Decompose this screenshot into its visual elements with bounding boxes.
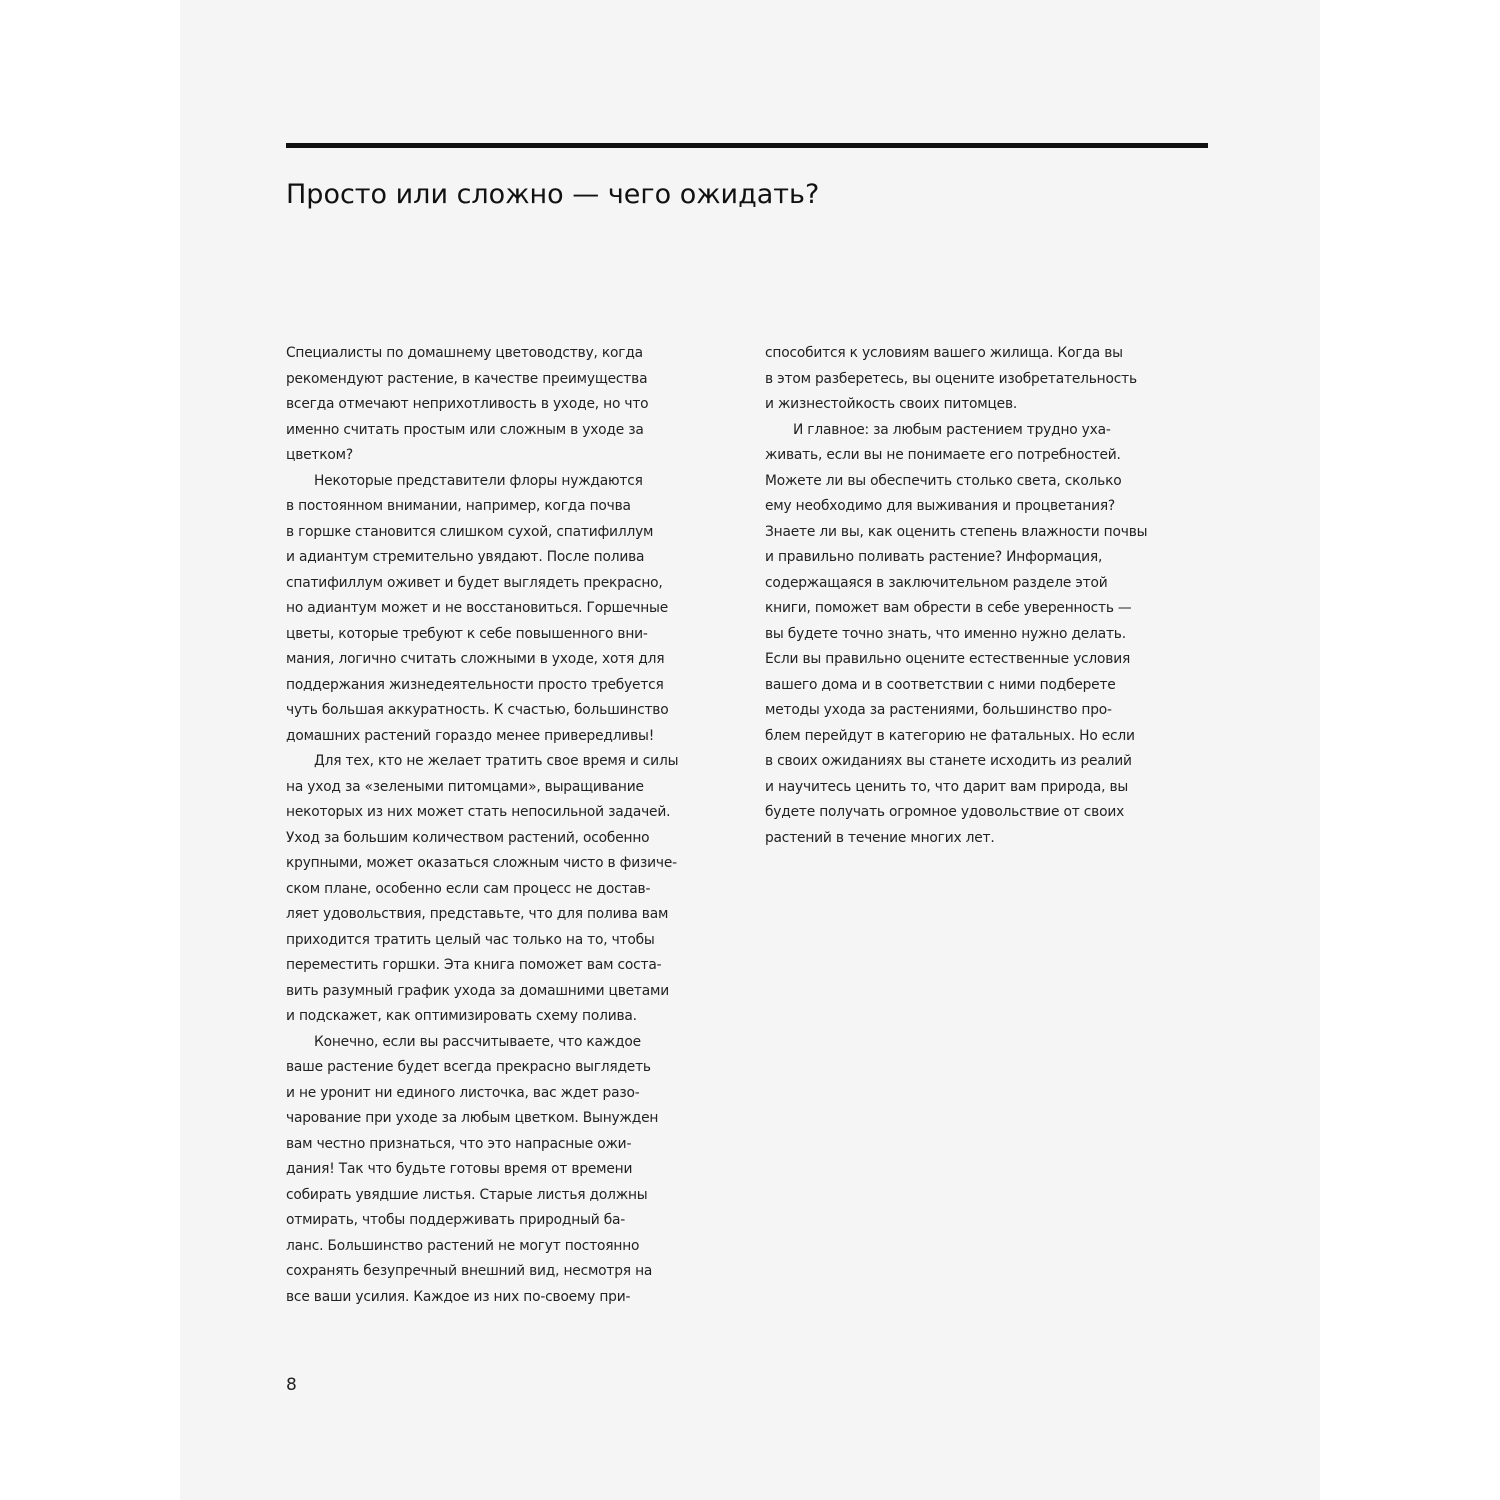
left-column-line: цветы, которые требуют к себе повышенного вни- bbox=[286, 625, 648, 642]
left-text-column bbox=[286, 341, 746, 1310]
left-column-line: вам честно признаться, что это напрасные ожи- bbox=[286, 1135, 632, 1152]
left-column-line: домашних растений гораздо менее привередливы! bbox=[286, 727, 655, 744]
right-column-line: и жизнестойкость своих питомцев. bbox=[765, 396, 1018, 412]
left-column-line: и подскажет, как оптимизировать схему полива. bbox=[286, 1008, 637, 1024]
right-column-line: и научитесь ценить то, что дарит вам природа, вы bbox=[765, 778, 1129, 795]
right-column-line: Можете ли вы обеспечить столько света, сколько bbox=[765, 472, 1122, 489]
left-column-line: чарование при уходе за любым цветком. Вынужден bbox=[286, 1110, 659, 1126]
right-column-line: Знаете ли вы, как оценить степень влажности почвы bbox=[765, 523, 1148, 540]
left-column-line: в постоянном внимании, например, когда почва bbox=[286, 498, 631, 514]
left-column-line: Специалисты по домашнему цветоводству, когда bbox=[286, 345, 643, 361]
left-column-line: и не уронит ни единого листочка, вас ждет разо- bbox=[286, 1084, 640, 1101]
left-column-line: некоторых из них может стать непосильной задачей. bbox=[286, 804, 671, 820]
right-column-line: вы будете точно знать, что именно нужно делать. bbox=[765, 625, 1126, 642]
left-column-line: поддержания жизнедеятельности просто требуется bbox=[286, 676, 664, 693]
right-column-line: И главное: за любым растением трудно уха- bbox=[793, 421, 1111, 438]
left-column-line: все ваши усилия. Каждое из них по-своему при- bbox=[286, 1288, 631, 1305]
right-column-line: и правильно поливать растение? Информация, bbox=[765, 549, 1103, 565]
left-column-line: всегда отмечают неприхотливость в уходе, но что bbox=[286, 396, 649, 412]
left-column-line: ваше растение будет всегда прекрасно выглядеть bbox=[286, 1059, 651, 1075]
left-column-line: вить разумный график ухода за домашними цветами bbox=[286, 982, 670, 999]
left-column-line: на уход за «зелеными питомцами», выращивание bbox=[286, 778, 644, 795]
right-column-line: содержащаяся в заключительном разделе этой bbox=[765, 574, 1108, 591]
right-column-line: способится к условиям вашего жилища. Когда вы bbox=[765, 345, 1123, 361]
right-column-line: Если вы правильно оцените естественные условия bbox=[765, 651, 1131, 667]
right-column-line: ему необходимо для выживания и процветания? bbox=[765, 498, 1116, 514]
left-column-line: крупными, может оказаться сложным чисто в физиче- bbox=[286, 855, 677, 871]
left-column-line: Для тех, кто не желает тратить свое время и силы bbox=[314, 753, 679, 769]
left-column-line: именно считать простым или сложным в уходе за bbox=[286, 421, 644, 438]
left-column-line: приходится тратить целый час только на то, чтобы bbox=[286, 931, 655, 948]
heading-rule bbox=[286, 143, 1208, 148]
left-column-line: чуть большая аккуратность. К счастью, большинство bbox=[286, 702, 669, 718]
left-column-line: отмирать, чтобы поддерживать природный ба- bbox=[286, 1212, 626, 1228]
page-number: 8 bbox=[286, 1375, 297, 1395]
right-column-line: в своих ожиданиях вы станете исходить из реалий bbox=[765, 753, 1132, 769]
left-column-line: в горшке становится слишком сухой, спатифиллум bbox=[286, 523, 654, 540]
left-column-line: ланс. Большинство растений не могут постоянно bbox=[286, 1237, 640, 1254]
left-column-line: цветком? bbox=[286, 447, 353, 463]
right-column-line: будете получать огромное удовольствие от своих bbox=[765, 804, 1125, 820]
left-column-line: Конечно, если вы рассчитываете, что каждое bbox=[314, 1033, 641, 1050]
left-column-line: Уход за большим количеством растений, особенно bbox=[286, 829, 650, 846]
page-title: Просто или сложно — чего ожидать? bbox=[286, 179, 820, 210]
right-column-line: в этом разберетесь, вы оцените изобретательность bbox=[765, 370, 1137, 387]
right-column-line: книги, поможет вам обрести в себе уверенность — bbox=[765, 600, 1132, 616]
left-column-line: спатифиллум оживет и будет выглядеть прекрасно, bbox=[286, 574, 663, 591]
right-column-line: методы ухода за растениями, большинство про- bbox=[765, 702, 1112, 718]
left-column-line: но адиантум может и не восстановиться. Горшечные bbox=[286, 600, 669, 616]
right-column-line: вашего дома и в соответствии с ними подберете bbox=[765, 676, 1116, 693]
left-column-line: сохранять безупречный внешний вид, несмотря на bbox=[286, 1263, 653, 1279]
left-column-line: собирать увядшие листья. Старые листья должны bbox=[286, 1186, 648, 1203]
left-column-line: ском плане, особенно если сам процесс не достав- bbox=[286, 880, 651, 897]
book-page bbox=[180, 0, 1320, 1500]
left-column-line: дания! Так что будьте готовы время от времени bbox=[286, 1161, 633, 1177]
right-column-line: живать, если вы не понимаете его потребностей. bbox=[765, 447, 1121, 463]
right-text-column bbox=[765, 341, 1225, 851]
right-column-line: растений в течение многих лет. bbox=[765, 829, 995, 846]
left-column-line: Некоторые представители флоры нуждаются bbox=[314, 472, 643, 489]
left-column-line: переместить горшки. Эта книга поможет вам соста- bbox=[286, 957, 662, 973]
right-column-line: блем перейдут в категорию не фатальных. Но если bbox=[765, 727, 1135, 744]
left-column-line: мания, логично считать сложными в уходе, хотя для bbox=[286, 651, 665, 667]
left-column-line: ляет удовольствия, представьте, что для полива вам bbox=[286, 906, 669, 922]
left-column-line: и адиантум стремительно увядают. После полива bbox=[286, 549, 645, 565]
left-column-line: рекомендуют растение, в качестве преимущества bbox=[286, 370, 648, 387]
